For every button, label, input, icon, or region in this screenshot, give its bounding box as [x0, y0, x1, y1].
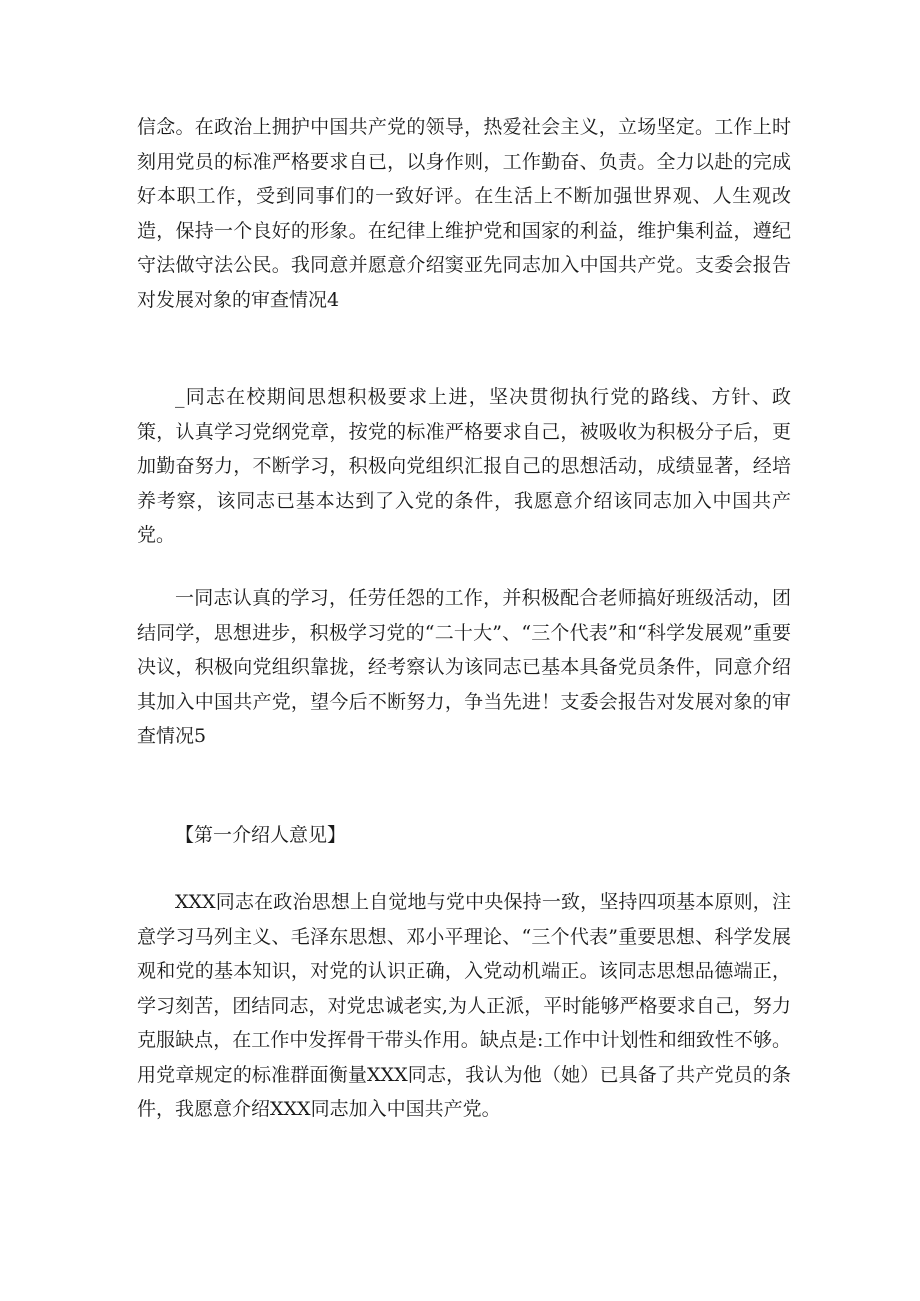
paragraph-continuation: 信念。在政治上拥护中国共产党的领导，热爱社会主义，立场坚定。工作上时刻用党员的标准严格要求自已，以身作则，工作勤奋、负责。全力以赴的完成好本职工作，受到同事们的一致好评。在生活上不断加强世界观、人生观改造，保持一个良好的形象。在纪律上维护党和国家的利益，维护集利益，遵纪守法做守法公民。我同意并愿意介绍窦亚先同志加入中国共产党。支委会报告对发展对象的审查情况4: [137, 116, 791, 311]
paragraph-school-recommendation: _同志在校期间思想积极要求上进，坚决贯彻执行党的路线、方针、政策，认真学习党纲党章，按党的标准严格要求自己，被吸收为积极分子后，更加勤奋努力，不断学习，积极向党组织汇报自己的思想活动，成绩显著，经培养考察，该同志已基本达到了入党的条件，我愿意介绍该同志加入中国共产党。: [137, 386, 791, 546]
paragraph-first-introducer-opinion: XXX同志在政治思想上自觉地与党中央保持一致，坚持四项基本原则，注意学习马列主义、毛泽东思想、邓小平理论、“三个代表”重要思想、科学发展观和党的基本知识，对党的认识正确，入党动机端正。该同志思想品德端正，学习刻苦，团结同志，对党忠诚老实,为人正派，平时能够严格要求自己，努力克服缺点，在工作中发挥骨干带头作用。缺点是:工作中计划性和细致性不够。用党章规定的标准群面衡量XXX同志，我认为他（她）已具备了共产党员的条件，我愿意介绍XXX同志加入中国共产党。: [137, 891, 791, 1120]
section-heading-first-introducer: 【第一介绍人意见】: [175, 824, 347, 846]
paragraph-class-recommendation: 一同志认真的学习，任劳任怨的工作，并积极配合老师搞好班级活动，团结同学，思想进步，积极学习党的“二十大”、“三个代表”和“科学发展观”重要决议，积极向党组织靠拢，经考察认为该同志已基本具备党员条件，同意介绍其加入中国共产党，望今后不断努力，争当先进！支委会报告对发展对象的审查情况5: [137, 587, 791, 747]
